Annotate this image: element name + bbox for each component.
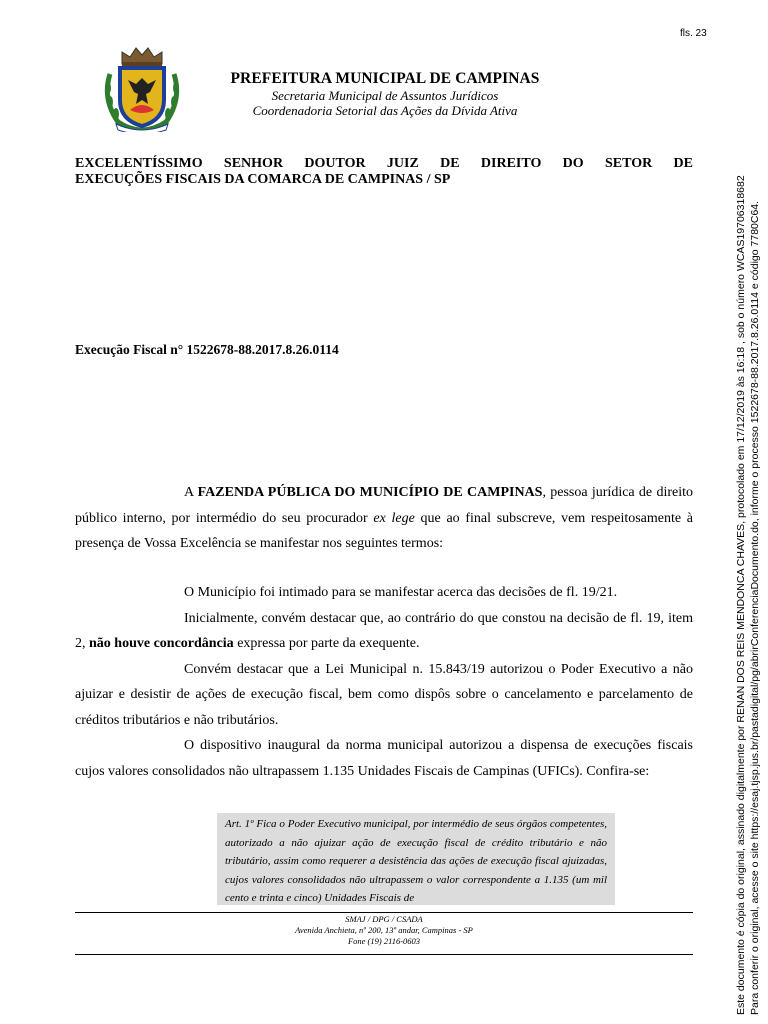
body-paragraphs [75, 580, 693, 784]
paragraph-3: Convém destacar que a Lei Municipal n. 15.843/19 autorizou o Poder Executivo a não ajuizar e desistir de ações de execução fiscal, bem como dispôs sobre o cancelamento e parcelamento de créditos tributários e não tributários. [75, 661, 693, 728]
organization-name: PREFEITURA MUNICIPAL DE CAMPINAS [230, 70, 540, 87]
footer-rule-bottom [75, 954, 693, 955]
case-number: Execução Fiscal n° 1522678-88.2017.8.26.0114 [75, 342, 339, 357]
footer-line-2: Avenida Anchieta, nº 200, 13º andar, Campinas - SP [295, 925, 473, 935]
paragraph-2-a: Inicialmente, convém destacar que, ao contrário do que constou na decisão de fl. 19, item 2, [75, 610, 693, 651]
stamp-line-2: Para conferir o original, acesse o site https://esaj.tjsp.jus.br/pastadigital/pg/abrirConferenciaDocumento.do, informe o processo 1522678-88.2017.8.26.0114 e código 7780C64. [748, 200, 761, 1015]
letterhead [180, 70, 590, 118]
ex-lege: ex lege [373, 510, 415, 526]
paragraph-2 [75, 606, 693, 657]
paragraph-1: O Município foi intimado para se manifestar acerca das decisões de fl. 19/21. [184, 585, 618, 600]
footer-line-3: Fone (19) 2116-0603 [347, 936, 421, 946]
page-number: fls. 23 [680, 28, 707, 39]
footer [75, 914, 693, 947]
coat-of-arms-icon [100, 44, 184, 132]
paragraph-2-bold: não houve concordância [89, 636, 234, 651]
party-name: FAZENDA PÚBLICA DO MUNICÍPIO DE CAMPINAS [197, 485, 543, 500]
addressee-line-2: EXECUÇÕES FISCAIS DA COMARCA DE CAMPINAS / SP [75, 172, 451, 187]
paragraph-4: O dispositivo inaugural da norma municipal autorizou a dispensa de execuções fiscais cujos valores consolidados não ultrapassem 1.135 Unidades Fiscais de Campinas (UFICs). Confira-se: [75, 738, 693, 779]
intro-a: A [184, 485, 198, 500]
footer-line-1: SMAJ / DPG / CSADA [345, 914, 423, 924]
division-name: Coordenadoria Setorial das Ações da Dívida Ativa [252, 103, 518, 118]
intro-text-1: , pessoa jurídica de direito público interno, por intermédio do seu procurador [75, 485, 693, 526]
law-quote: Art. 1º Fica o Poder Executivo municipal, por intermédio de seus órgãos competentes, autorizado a não ajuizar ação de execução fiscal de crédito tributário e não tributário, assim como requerer a desistência das ações de execução fiscal ajuizadas, cujos valores consolidados não ultrapassem o valor correspondente a 1.135 (um mil cento e trinta e cinco) Unidades Fiscais de [217, 813, 615, 905]
intro-paragraph [75, 480, 693, 557]
addressee-line-1: EXCELENTÍSSIMO SENHOR DOUTOR JUIZ DE DIREITO DO SETOR DE [75, 156, 693, 171]
stamp-line-1: Este documento é cópia do original, assinado digitalmente por RENAN DOS REIS MENDONCA CHAVES, protocolado em 17/12/2019 às 16:18 , sob o número WCAS19706318682 [735, 175, 747, 1015]
paragraph-2-b: expressa por parte da exequente. [233, 636, 420, 651]
footer-rule-top [75, 912, 693, 913]
intro-text-2: que ao final subscreve, vem respeitosamente à presença de Vossa Excelência se manifestar nos seguintes termos: [75, 510, 694, 551]
department-name: Secretaria Municipal de Assuntos Jurídicos [271, 88, 499, 103]
digital-signature-stamp [735, 125, 762, 1015]
addressee [75, 156, 693, 188]
